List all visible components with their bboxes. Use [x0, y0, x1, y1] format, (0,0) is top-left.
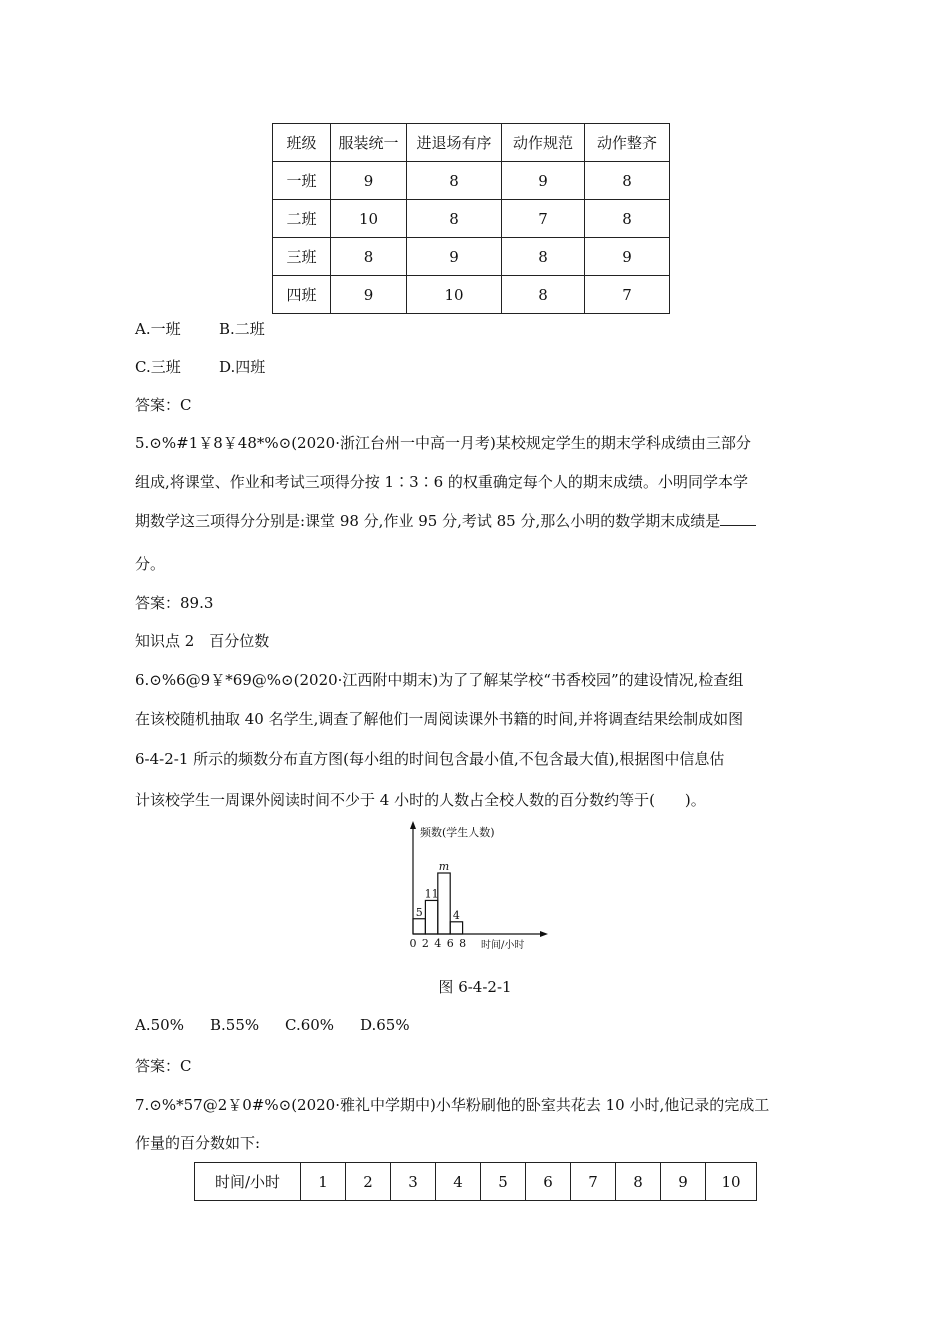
histogram-chart: [400, 818, 550, 958]
option-d: D.65%: [360, 1016, 410, 1034]
q7-text-line: 7.⊙%*57@2￥0#%⊙(2020·雅礼中学期中)小华粉刷他的卧室共花去 10 小时,他记录的完成工: [135, 1096, 770, 1114]
table-cell: 10: [407, 276, 502, 314]
q5-text-line: [135, 510, 756, 531]
q6-answer: 答案：C: [135, 1057, 192, 1075]
q5-text: 期数学这三项得分分别是:课堂 98 分,作业 95 分,考试 85 分,那么小明的数学期末成绩是: [135, 512, 721, 530]
table-row: [273, 200, 670, 238]
table-row: [273, 276, 670, 314]
table-cell: 8: [407, 200, 502, 238]
x-axis-label: 时间/小时: [481, 940, 525, 951]
table-cell: 9: [661, 1163, 706, 1201]
table-row: [195, 1163, 757, 1201]
section-title: 知识点 2 百分位数: [135, 632, 270, 650]
bar-value-label: 4: [452, 908, 460, 922]
table-cell: 3: [391, 1163, 436, 1201]
x-tick-labels: [410, 937, 467, 950]
x-axis-arrow-icon: [540, 931, 548, 937]
x-tick-label: 4: [434, 937, 442, 950]
option-d: D.四班: [219, 358, 266, 376]
table-cell: 5: [481, 1163, 526, 1201]
q4-options-row2: [135, 356, 265, 377]
option-c: C.60%: [285, 1016, 335, 1034]
option-a: A.50%: [135, 1016, 184, 1034]
table-row: [273, 162, 670, 200]
figure-caption: 图 6-4-2-1: [438, 978, 512, 996]
y-axis-arrow-icon: [410, 821, 416, 829]
table-cell: 8: [585, 200, 670, 238]
table-cell: 一班: [273, 162, 331, 200]
table-cell: 9: [407, 238, 502, 276]
table-cell: 8: [502, 276, 585, 314]
table-header-cell: 时间∕小时: [195, 1163, 301, 1201]
class-score-table: [272, 123, 670, 314]
table-cell: 9: [331, 276, 407, 314]
table-header-cell: 进退场有序: [407, 124, 502, 162]
table-cell: 8: [585, 162, 670, 200]
histogram-bar: [413, 919, 425, 934]
table-cell: 9: [331, 162, 407, 200]
x-tick-label: 0: [409, 937, 417, 950]
table-cell: 8: [407, 162, 502, 200]
bar-value-label: m: [438, 860, 450, 873]
table-cell: 7: [571, 1163, 616, 1201]
x-tick-label: 2: [421, 937, 429, 950]
q6-options: [135, 1016, 410, 1034]
table-cell: 7: [585, 276, 670, 314]
q7-text-line: 作量的百分数如下:: [135, 1134, 261, 1152]
table-cell: 4: [436, 1163, 481, 1201]
option-c: C.三班: [135, 358, 181, 376]
table-cell: 7: [502, 200, 585, 238]
q5-answer: 答案：89.3: [135, 594, 214, 612]
table-cell: 9: [502, 162, 585, 200]
table-header-cell: 动作整齐: [585, 124, 670, 162]
work-time-table: [194, 1162, 757, 1201]
option-a: A.一班: [135, 320, 181, 338]
table-cell: 1: [301, 1163, 346, 1201]
table-cell: 6: [526, 1163, 571, 1201]
table-cell: 2: [346, 1163, 391, 1201]
q5-text-line: 组成,将课堂、作业和考试三项得分按 1∶3∶6 的权重确定每个人的期末成绩。小明同学本学: [135, 473, 748, 491]
table-cell: 三班: [273, 238, 331, 276]
x-tick-label: 8: [459, 937, 467, 950]
table-cell: 10: [706, 1163, 757, 1201]
table-cell: 四班: [273, 276, 331, 314]
histogram-bar: [450, 922, 462, 934]
x-tick-label: 6: [446, 937, 454, 950]
q5-text-line: 5.⊙%#1￥8￥48*%⊙(2020·浙江台州一中高一月考)某校规定学生的期末学科成绩由三部分: [135, 434, 751, 452]
q6-text-line: 在该校随机抽取 40 名学生,调查了解他们一周阅读课外书籍的时间,并将调查结果绘制成如图: [135, 710, 744, 728]
histogram-bar: [425, 900, 437, 934]
table-cell: 8: [616, 1163, 661, 1201]
bar-value-label: 11: [424, 887, 439, 901]
answer-blank: [720, 511, 756, 526]
q6-text-line: 6.⊙%6@9￥*69@%⊙(2020·江西附中期末)为了了解某学校“书香校园”的建设情况,检查组: [135, 671, 744, 689]
table-header-cell: 动作规范: [502, 124, 585, 162]
q4-answer: 答案：C: [135, 396, 192, 414]
table-cell: 8: [331, 238, 407, 276]
table-row: [273, 238, 670, 276]
q6-text-line: 6-4-2-1 所示的频数分布直方图(每小组的时间包含最小值,不包含最大值),根据图中信息估: [135, 750, 725, 768]
table-header-row: [273, 124, 670, 162]
table-cell: 二班: [273, 200, 331, 238]
q5-text-line: 分。: [135, 555, 166, 573]
histogram-bars: [413, 860, 463, 934]
table-header-cell: 服装统一: [331, 124, 407, 162]
y-axis-label: 频数(学生人数): [420, 826, 495, 839]
option-b: B.55%: [210, 1016, 260, 1034]
table-cell: 9: [585, 238, 670, 276]
bar-value-label: 5: [415, 905, 423, 919]
table-cell: 10: [331, 200, 407, 238]
option-b: B.二班: [219, 320, 265, 338]
histogram-bar: [438, 873, 450, 934]
table-header-cell: 班级: [273, 124, 331, 162]
q4-options-row1: [135, 318, 265, 339]
q6-text-line: 计该校学生一周课外阅读时间不少于 4 小时的人数占全校人数的百分数约等于( )。: [135, 791, 706, 809]
table-cell: 8: [502, 238, 585, 276]
